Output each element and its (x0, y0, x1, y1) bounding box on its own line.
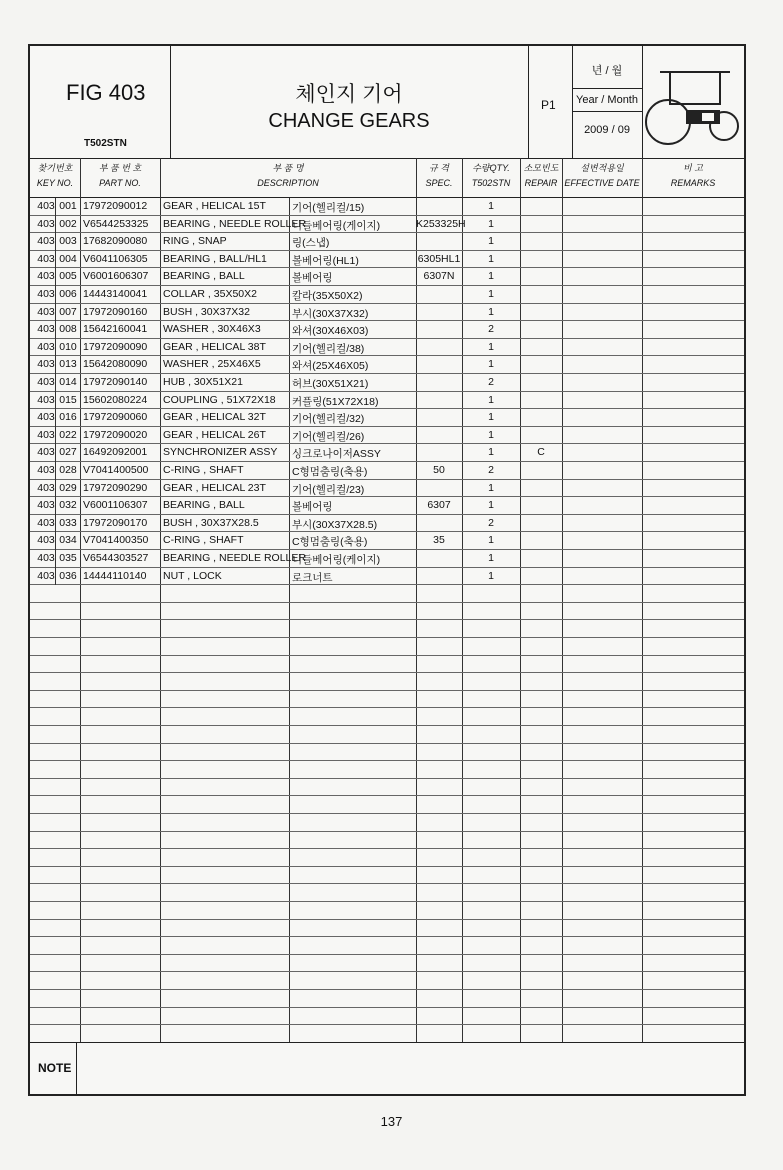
cell-en: BEARING , BALL (163, 499, 245, 512)
cell-part: V7041400350 (83, 534, 149, 547)
cell-en: BUSH , 30X37X28.5 (163, 516, 259, 529)
cell-ko: 링(스냅) (292, 237, 330, 250)
col-key-en: KEY NO. (36, 178, 74, 188)
col-repair-ko: 소모빈도 (523, 163, 559, 173)
cell-en: BEARING , NEEDLE ROLLER (163, 217, 306, 230)
table-row (30, 638, 744, 656)
table-row (30, 532, 744, 550)
table-row (30, 339, 744, 357)
cell-qty: 1 (488, 569, 494, 582)
note-area (30, 1042, 744, 1095)
cell-en: BEARING , BALL/HL1 (163, 252, 267, 265)
cell-part: 17972090140 (83, 376, 148, 388)
cell-fig: 403 (37, 446, 55, 459)
cell-part: 15642160041 (83, 323, 148, 336)
cell-key: 002 (59, 217, 77, 230)
cell-fig: 403 (37, 340, 55, 353)
year-month-korean: 년 / 월 (591, 65, 623, 77)
cell-key: 035 (59, 552, 77, 564)
col-remarks-en: REMARKS (670, 178, 716, 188)
col-repair-en: REPAIR (524, 178, 558, 188)
table-row (30, 480, 744, 498)
cell-key: 036 (59, 569, 77, 582)
col-effective-en: EFFECTIVE DATE (564, 178, 640, 188)
cell-key: 022 (59, 428, 77, 441)
table-row (30, 462, 744, 480)
cell-spec: 50 (433, 464, 445, 476)
cell-ko: 와셔(30X46X03) (292, 325, 369, 338)
figure-number: FIG 403 (66, 80, 146, 105)
cell-qty: 1 (488, 428, 494, 441)
col-desc (160, 158, 416, 198)
table-row (30, 761, 744, 779)
cell-ko: 칼라(35X50X2) (292, 290, 363, 302)
title-english: CHANGE GEARS (268, 110, 430, 132)
col-key (30, 158, 80, 198)
cell-spec: 6307N (423, 270, 455, 283)
table-row (30, 198, 744, 216)
table-row (30, 796, 744, 814)
table-row (30, 779, 744, 797)
table-row (30, 955, 744, 973)
cell-qty: 1 (488, 235, 494, 248)
col-desc-ko: 부 품 명 (272, 163, 304, 173)
cell-ko: 기어(헬리컬/15) (292, 202, 365, 214)
page-label: P1 (541, 98, 556, 112)
model-code: T502STN (84, 138, 127, 149)
col-part-en: PART NO. (99, 178, 141, 188)
cell-fig: 403 (37, 270, 55, 283)
table-row (30, 972, 744, 990)
table-row (30, 1025, 744, 1043)
col-qty (462, 158, 520, 198)
cell-key: 033 (59, 516, 77, 529)
cell-ko: C형멈춤링(축용) (292, 466, 368, 478)
cell-ko: 볼베어링(HL1) (292, 254, 359, 267)
table-row (30, 374, 744, 392)
col-desc-en: DESCRIPTION (257, 178, 319, 188)
table-row (30, 444, 744, 462)
cell-key: 010 (59, 340, 77, 353)
cell-part: 17972090170 (83, 516, 148, 529)
col-spec (416, 158, 462, 198)
cell-ko: 싱크로나이저ASSY (292, 448, 381, 461)
cell-en: RING , SNAP (163, 235, 227, 248)
tractor-icon (642, 46, 744, 158)
cell-en: SYNCHRONIZER ASSY (163, 446, 278, 459)
cell-qty: 1 (488, 552, 494, 564)
table-row (30, 937, 744, 955)
cell-part: 17972090160 (83, 305, 148, 318)
col-key-ko: 찾기번호 (37, 163, 73, 173)
col-repair (520, 158, 562, 198)
table-row (30, 251, 744, 269)
cell-qty: 1 (488, 200, 494, 212)
cell-spec: 6305HL1 (417, 252, 461, 265)
cell-key: 015 (59, 393, 77, 406)
figure-box (30, 46, 171, 158)
cell-qty: 1 (488, 411, 494, 424)
title-box (170, 46, 529, 158)
cell-fig: 403 (37, 464, 55, 476)
cell-part: V6001106307 (83, 499, 148, 512)
table-row (30, 233, 744, 251)
cell-spec: 6307 (427, 499, 451, 512)
cell-qty: 2 (488, 323, 494, 336)
table-row (30, 356, 744, 374)
key-subdivider (55, 198, 56, 585)
cell-en: BEARING , NEEDLE ROLLER (163, 552, 306, 564)
table-row (30, 920, 744, 938)
table-row (30, 216, 744, 234)
cell-part: 14444110140 (83, 569, 147, 582)
cell-fig: 403 (37, 235, 55, 248)
table-row (30, 550, 744, 568)
cell-fig: 403 (37, 393, 55, 406)
table-row (30, 603, 744, 621)
col-spec-en: SPEC. (425, 178, 453, 188)
cell-spec: 35 (433, 534, 445, 547)
cell-key: 016 (59, 411, 77, 424)
cell-qty: 1 (488, 252, 494, 265)
cell-ko: 와셔(25X46X05) (292, 360, 369, 373)
cell-fig: 403 (37, 358, 55, 371)
cell-part: 17972090090 (83, 340, 148, 353)
cell-part: 14443140041 (83, 288, 148, 300)
table-row (30, 321, 744, 339)
table-row (30, 304, 744, 322)
cell-en: COUPLING , 51X72X18 (163, 393, 276, 406)
cell-key: 008 (59, 323, 77, 336)
col-remarks (642, 158, 744, 198)
cell-key: 034 (59, 534, 77, 547)
cell-ko: 기어(헬리컬/32) (292, 413, 365, 426)
cell-qty: 1 (488, 393, 494, 406)
table-row (30, 884, 744, 902)
cell-en: GEAR , HELICAL 23T (163, 481, 266, 494)
cell-qty: 1 (488, 270, 494, 283)
cell-fig: 403 (37, 428, 55, 441)
cell-fig: 403 (37, 481, 55, 494)
cell-key: 027 (59, 446, 77, 459)
cell-qty: 1 (488, 217, 494, 230)
note-divider (76, 1043, 77, 1095)
cell-fig: 403 (37, 499, 55, 512)
cell-part: 17972090060 (83, 411, 148, 424)
table-row (30, 656, 744, 674)
cell-part: V6544253325 (83, 217, 149, 230)
cell-spec: K253325H (416, 217, 466, 230)
cell-part: 17972090290 (83, 481, 148, 494)
cell-fig: 403 (37, 200, 55, 212)
table-row (30, 832, 744, 850)
cell-ko: 볼베어링 (292, 501, 333, 514)
cell-fig: 403 (37, 534, 55, 547)
cell-part: 15642080090 (83, 358, 148, 371)
cell-key: 032 (59, 499, 77, 512)
cell-part: V7041400500 (83, 464, 149, 476)
page-number: 137 (380, 1114, 403, 1129)
table-row (30, 814, 744, 832)
cell-qty: 2 (488, 464, 494, 476)
cell-en: WASHER , 30X46X3 (163, 323, 261, 336)
table-row (30, 902, 744, 920)
cell-part: 17682090080 (83, 235, 148, 248)
cell-en: NUT , LOCK (163, 569, 222, 582)
cell-key: 003 (59, 235, 77, 248)
cell-ko: 부시(30X37X28.5) (292, 518, 378, 531)
cell-key: 028 (59, 464, 77, 476)
table-row (30, 691, 744, 709)
cell-part: 15602080224 (83, 393, 148, 406)
col-part-ko: 부 품 번 호 (98, 163, 142, 173)
cell-key: 005 (59, 270, 77, 283)
table-row (30, 515, 744, 533)
cell-qty: 1 (488, 481, 494, 494)
table-row (30, 392, 744, 410)
cell-qty: 1 (488, 446, 494, 459)
parts-table (30, 158, 744, 1042)
cell-qty: 1 (488, 534, 494, 547)
cell-part: V6041106305 (83, 252, 148, 265)
cell-part: 17972090020 (83, 428, 148, 441)
table-row (30, 726, 744, 744)
cell-en: COLLAR , 35X50X2 (163, 288, 257, 300)
cell-qty: 1 (488, 288, 494, 300)
cell-ko: 볼베어링 (292, 272, 333, 285)
cell-fig: 403 (37, 376, 55, 388)
cell-ko: 부시(30X37X32) (292, 307, 369, 320)
table-row (30, 286, 744, 304)
year-month-box (572, 46, 643, 158)
cell-ko: 기어(헬리컬/38) (292, 342, 365, 355)
cell-en: GEAR , HELICAL 26T (163, 428, 266, 441)
cell-ko: 기어(헬리컬/23) (292, 483, 365, 496)
table-row (30, 990, 744, 1008)
col-qty-en: T502STN (471, 178, 511, 188)
sheet-header (30, 46, 744, 159)
col-part (80, 158, 160, 198)
cell-en: C-RING , SHAFT (163, 534, 244, 547)
col-effective (562, 158, 642, 198)
cell-en: GEAR , HELICAL 38T (163, 340, 266, 353)
cell-ko: 허브(30X51X21) (292, 378, 369, 390)
table-row (30, 673, 744, 691)
cell-fig: 403 (37, 552, 55, 564)
table-row (30, 568, 744, 586)
table-row (30, 268, 744, 286)
cell-fig: 403 (37, 411, 55, 424)
cell-en: C-RING , SHAFT (163, 464, 244, 476)
cell-ko: 니들베어링(게이지) (292, 219, 381, 232)
table-row (30, 585, 744, 603)
title-korean: 체인지 기어 (295, 83, 403, 106)
cell-en: HUB , 30X51X21 (163, 376, 243, 388)
cell-key: 029 (59, 481, 77, 494)
year-month-english: Year / Month (572, 88, 642, 112)
cell-key: 004 (59, 252, 77, 265)
col-remarks-ko: 비 고 (683, 163, 703, 173)
cell-ko: C형멈춤링(축용) (292, 536, 368, 549)
table-row (30, 708, 744, 726)
cell-key: 014 (59, 376, 77, 388)
cell-fig: 403 (37, 288, 55, 300)
cell-en: WASHER , 25X46X5 (163, 358, 261, 371)
table-row (30, 867, 744, 885)
cell-en: BEARING , BALL (163, 270, 245, 283)
cell-fig: 403 (37, 217, 55, 230)
cell-repair: C (537, 446, 545, 459)
cell-key: 006 (59, 288, 77, 300)
table-row (30, 1008, 744, 1026)
cell-ko: 기어(헬리컬/26) (292, 430, 365, 443)
cell-part: V6544303527 (83, 552, 149, 564)
cell-part: 16492092001 (83, 446, 148, 459)
cell-en: BUSH , 30X37X32 (163, 305, 250, 318)
col-qty-ko: 수량QTY. (472, 163, 510, 173)
cell-ko: 로크너트 (292, 571, 333, 584)
cell-fig: 403 (37, 323, 55, 336)
table-row (30, 409, 744, 427)
parts-sheet (28, 44, 746, 1096)
year-month-value: 2009 / 09 (584, 124, 630, 136)
table-row (30, 849, 744, 867)
cell-en: GEAR , HELICAL 32T (163, 411, 266, 424)
cell-qty: 2 (488, 376, 494, 388)
table-row (30, 427, 744, 445)
cell-ko: 커플링(51X72X18) (292, 395, 379, 408)
cell-fig: 403 (37, 569, 55, 582)
cell-key: 013 (59, 358, 77, 371)
cell-qty: 1 (488, 340, 494, 353)
cell-key: 007 (59, 305, 77, 318)
cell-fig: 403 (37, 305, 55, 318)
cell-qty: 1 (488, 358, 494, 371)
col-spec-ko: 규 격 (429, 163, 449, 173)
cell-qty: 1 (488, 305, 494, 318)
table-row (30, 620, 744, 638)
cell-qty: 2 (488, 516, 494, 529)
cell-qty: 1 (488, 499, 494, 512)
cell-part: 17972090012 (83, 200, 148, 212)
col-effective-ko: 설변적용일 (580, 163, 624, 173)
page-box (528, 46, 573, 158)
cell-key: 001 (59, 200, 77, 212)
cell-part: V6001606307 (83, 270, 149, 283)
cell-ko: 니들베어링(케이지) (292, 554, 381, 566)
cell-fig: 403 (37, 252, 55, 265)
cell-en: GEAR , HELICAL 15T (163, 200, 266, 212)
table-row (30, 744, 744, 762)
table-row (30, 497, 744, 515)
note-label: NOTE (38, 1061, 72, 1075)
cell-fig: 403 (37, 516, 55, 529)
